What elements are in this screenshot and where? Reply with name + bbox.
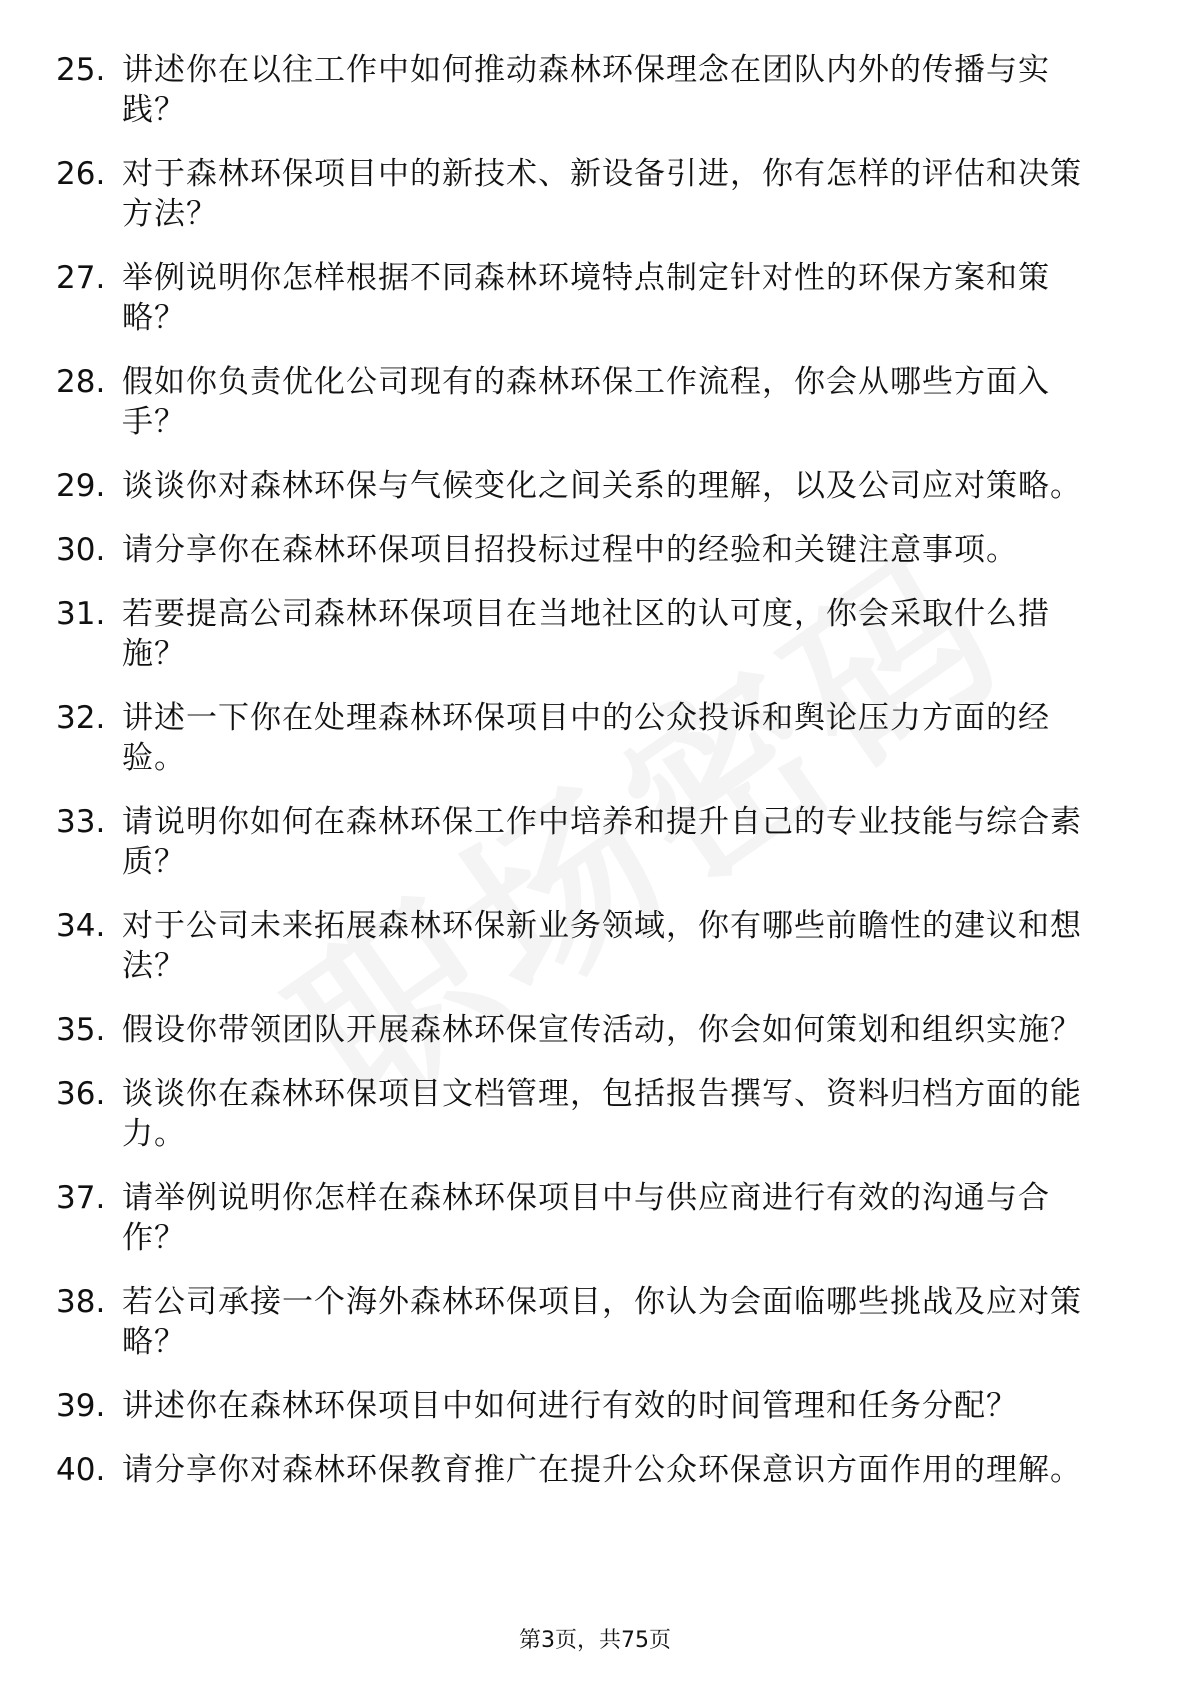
question-number: 38. xyxy=(56,1284,106,1320)
question-number: 29. xyxy=(56,468,106,504)
question-number: 26. xyxy=(56,156,106,192)
question-list xyxy=(56,50,1106,1514)
question-text: 谈谈你在森林环保项目文档管理，包括报告撰写、资料归档方面的能力。 xyxy=(122,1076,1082,1152)
question-text: 讲述你在森林环保项目中如何进行有效的时间管理和任务分配？ xyxy=(122,1388,1018,1424)
question-item xyxy=(56,1178,1106,1258)
question-item xyxy=(56,594,1106,674)
question-item xyxy=(56,1282,1106,1362)
question-text: 举例说明你怎样根据不同森林环境特点制定针对性的环保方案和策略？ xyxy=(122,260,1050,336)
question-number: 31. xyxy=(56,596,106,632)
question-text: 假如你负责优化公司现有的森林环保工作流程，你会从哪些方面入手？ xyxy=(122,364,1050,440)
question-text: 若要提高公司森林环保项目在当地社区的认可度，你会采取什么措施？ xyxy=(122,596,1050,672)
question-item xyxy=(56,154,1106,234)
question-item xyxy=(56,362,1106,442)
question-text: 请说明你如何在森林环保工作中培养和提升自己的专业技能与综合素质？ xyxy=(122,804,1082,880)
page-footer: 第3页，共75页 xyxy=(519,1628,671,1653)
question-text: 对于公司未来拓展森林环保新业务领域，你有哪些前瞻性的建议和想法？ xyxy=(122,908,1082,984)
question-text: 谈谈你对森林环保与气候变化之间关系的理解，以及公司应对策略。 xyxy=(122,468,1082,504)
question-text: 若公司承接一个海外森林环保项目，你认为会面临哪些挑战及应对策略？ xyxy=(122,1284,1082,1360)
question-number: 33. xyxy=(56,804,106,840)
question-number: 36. xyxy=(56,1076,106,1112)
question-number: 27. xyxy=(56,260,106,296)
question-number: 32. xyxy=(56,700,106,736)
question-number: 34. xyxy=(56,908,106,944)
question-text: 假设你带领团队开展森林环保宣传活动，你会如何策划和组织实施？ xyxy=(122,1012,1082,1048)
question-number: 28. xyxy=(56,364,106,400)
question-text: 讲述你在以往工作中如何推动森林环保理念在团队内外的传播与实践？ xyxy=(122,52,1050,128)
question-text: 请分享你对森林环保教育推广在提升公众环保意识方面作用的理解。 xyxy=(122,1452,1082,1488)
question-number: 35. xyxy=(56,1012,106,1048)
question-item xyxy=(56,802,1106,882)
question-number: 25. xyxy=(56,52,106,88)
question-number: 30. xyxy=(56,532,106,568)
question-text: 对于森林环保项目中的新技术、新设备引进，你有怎样的评估和决策方法？ xyxy=(122,156,1082,232)
question-number: 40. xyxy=(56,1452,106,1488)
question-number: 37. xyxy=(56,1180,106,1216)
question-item xyxy=(56,1074,1106,1154)
question-item xyxy=(56,258,1106,338)
question-text: 请举例说明你怎样在森林环保项目中与供应商进行有效的沟通与合作？ xyxy=(122,1180,1050,1256)
question-item xyxy=(56,1386,1106,1426)
question-item xyxy=(56,1010,1106,1050)
question-number: 39. xyxy=(56,1388,106,1424)
question-item xyxy=(56,50,1106,130)
question-item xyxy=(56,1450,1106,1490)
question-text: 请分享你在森林环保项目招投标过程中的经验和关键注意事项。 xyxy=(122,532,1018,568)
question-item xyxy=(56,906,1106,986)
question-item xyxy=(56,530,1106,570)
question-item xyxy=(56,698,1106,778)
question-item xyxy=(56,466,1106,506)
question-text: 讲述一下你在处理森林环保项目中的公众投诉和舆论压力方面的经验。 xyxy=(122,700,1050,776)
